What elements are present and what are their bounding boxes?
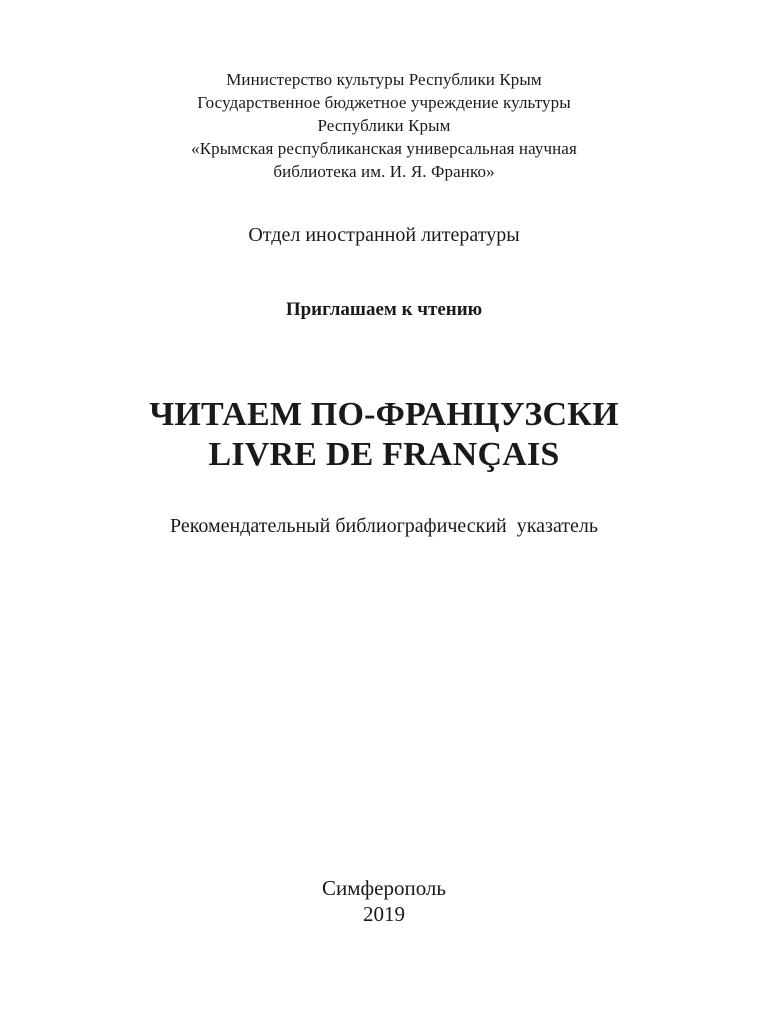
publisher-line-institution: Государственное бюджетное учреждение культуры <box>197 93 571 112</box>
imprint-year: 2019 <box>363 902 405 926</box>
publisher-line-ministry: Министерство культуры Республики Крым <box>226 70 542 89</box>
book-title-french: LIVRE DE FRANÇAIS <box>208 436 560 473</box>
book-title-russian: ЧИТАЕМ ПО-ФРАНЦУЗСКИ <box>149 396 619 433</box>
publisher-line-republic: Республики Крым <box>317 116 451 135</box>
imprint <box>0 875 768 927</box>
department-name: Отдел иностранной литературы <box>248 224 520 246</box>
series-title: Приглашаем к чтению <box>285 299 483 320</box>
publisher-line-library: «Крымская республиканская универсальная научная <box>191 139 577 158</box>
publisher-line-library-name: библиотека им. И. Я. Франко» <box>273 162 495 181</box>
book-subtitle: Рекомендательный библиографический указатель <box>169 515 599 537</box>
imprint-city: Симферополь <box>322 876 446 900</box>
publisher-header <box>0 68 768 183</box>
book-title <box>0 395 768 475</box>
